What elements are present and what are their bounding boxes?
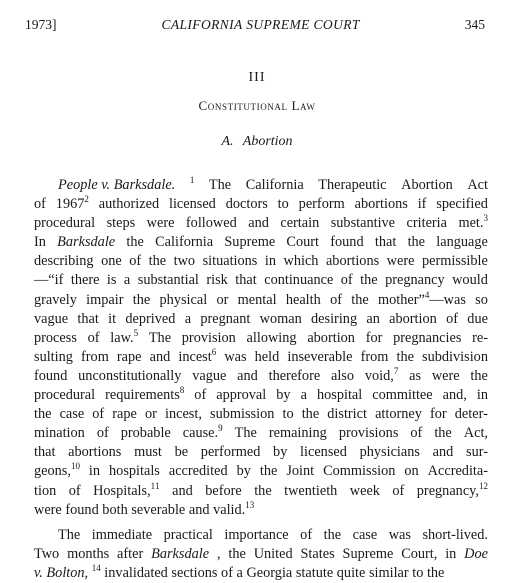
subsection-letter: A. bbox=[221, 134, 234, 149]
subsection-heading bbox=[0, 134, 514, 150]
paragraph-line: People v. Barksdale. $^1$ The California Therapeutic Abortion Act bbox=[58, 175, 488, 193]
section-title: Constitutional Law bbox=[198, 98, 316, 113]
paragraph-line: —“if there is a substantial risk that continuance of the pregnancy would bbox=[34, 272, 488, 289]
paragraph-line: process of law.$^5$ The provision allowing abortion for pregnancies re- bbox=[34, 327, 488, 346]
paragraph-line: In Barksdale the California Supreme Court found that the language bbox=[34, 234, 488, 251]
paragraph-line: procedural requirements$^8$ of approval by a hospital committee and, in bbox=[34, 385, 488, 404]
subsection-title: Abortion bbox=[242, 134, 293, 149]
paragraph-line: procedural steps were followed and certain substantive criteria met.$^3$ bbox=[34, 213, 488, 232]
paragraph-line: the case of rape or incest, submission to the district attorney for deter- bbox=[34, 406, 488, 423]
running-head bbox=[25, 17, 485, 33]
paragraph-line: gravely impair the physical or mental health of the mother”$^4$—was so bbox=[34, 289, 488, 308]
paragraph-line: Two months after Barksdale , the United States Supreme Court, in Doe bbox=[34, 546, 488, 563]
paragraph-line: tion of Hospitals,$^{11}$ and before the twentieth week of pregnancy,$^{12}$ bbox=[34, 480, 488, 499]
paragraph-immediate-importance bbox=[34, 526, 488, 583]
running-head-left: 1973] bbox=[25, 17, 57, 32]
paragraph-line: that abortions must be performed by licensed physicians and sur- bbox=[34, 444, 488, 461]
paragraph-line: The immediate practical importance of the case was short-lived. bbox=[58, 527, 488, 543]
paragraph-line: were found both severable and valid.$^{13}$ bbox=[34, 499, 255, 518]
paragraph-line: v. Bolton, $^{14}$ invalidated sections of a Georgia statute quite similar to the bbox=[34, 563, 445, 582]
paragraph-line: vague that it deprived a pregnant woman desiring an abortion of due bbox=[34, 310, 488, 327]
paragraph-barksdale bbox=[34, 176, 488, 520]
section-number: III bbox=[248, 70, 266, 85]
paragraph-line: mination of probable cause.$^9$ The remaining provisions of the Act, bbox=[34, 423, 488, 442]
page-number: 345 bbox=[464, 17, 485, 32]
paragraph-line: of 1967$^2$ authorized licensed doctors to perform abortions if specified bbox=[34, 194, 488, 213]
paragraph-line: geons,$^{10}$ in hospitals accredited by the Joint Commission on Accredita- bbox=[34, 461, 488, 480]
paragraph-line: sulting from rape and incest$^6$ was held inseverable from the subdivision bbox=[34, 346, 488, 365]
paragraph-line: describing one of the two situations in which abortions were permissible bbox=[34, 253, 488, 270]
paragraph-line: found unconstitutionally vague and therefore also void,$^7$ as were the bbox=[34, 365, 488, 384]
running-head-title: CALIFORNIA SUPREME COURT bbox=[161, 17, 360, 32]
